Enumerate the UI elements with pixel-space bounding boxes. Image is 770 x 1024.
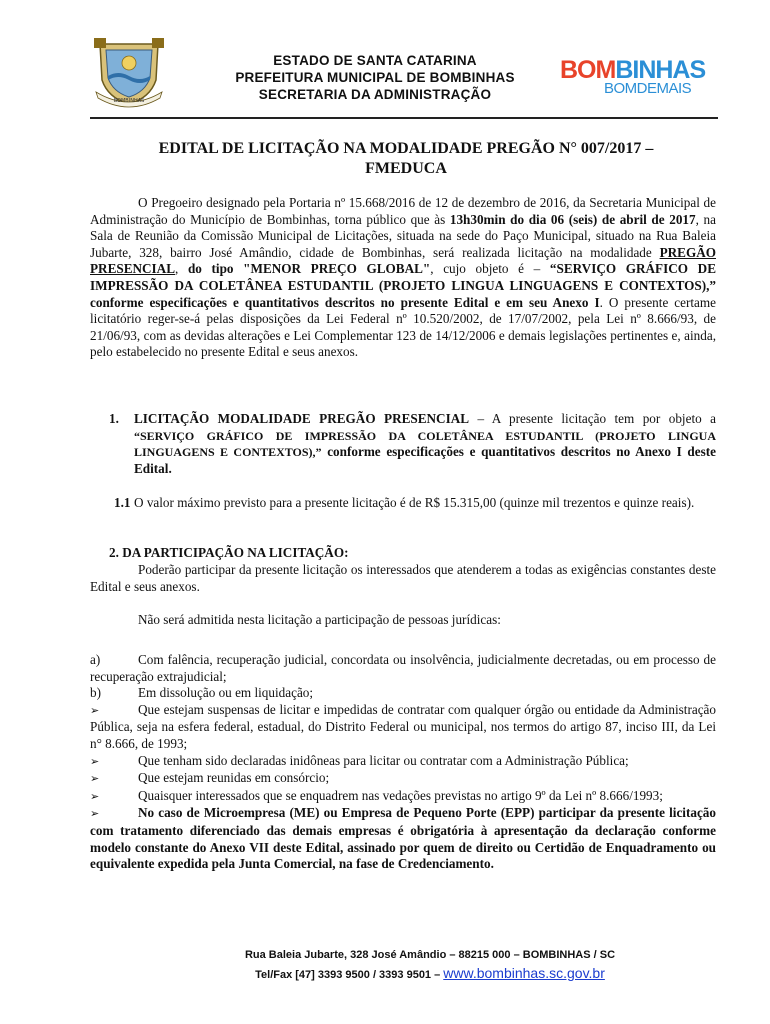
bombinhas-logo — [560, 56, 720, 106]
section-2-heading: 2. DA PARTICIPAÇÃO NA LICITAÇÃO: — [109, 545, 349, 560]
list-item: ➢ Que estejam reunidas em consórcio; — [90, 770, 330, 786]
list-item: ➢ No caso de Microempresa (ME) ou Empresa de Pequeno Porte (EPP) participar da presente licitação com tratamento diferenciado das demais empresas é obrigatória à apresentação da declaração conforme modelo constante do Anexo VII deste Edital, assinado por quem de direito ou Certidão de Enquadramento ou equivalente expedida pela Junta Comercial, na fase de Credenciamento. — [90, 805, 716, 872]
logo-brand: BOMBINHAS — [560, 56, 706, 84]
section-1-1-text: O valor máximo previsto para a presente licitação é de R$ 15.315,00 (quinze mil trezentos e quinze reais). — [134, 495, 695, 510]
list-item: ➢ Que estejam suspensas de licitar e impedidas de contratar com qualquer órgão ou entidade da Administração Pública, seja na esfera federal, estadual, do Distrito Federal ou municipal, nos termos do artigo 87, inciso III, da Lei n° 8.666, de 1993; — [90, 701, 716, 751]
website-link[interactable]: www.bombinhas.sc.gov.br — [443, 965, 605, 981]
exclusion-intro: Não será admitida nesta licitação a participação de pessoas jurídicas: — [138, 612, 501, 627]
organization-heading — [210, 52, 540, 103]
list-item: ➢ Que tenham sido declaradas inidôneas para licitar ou contratar com a Administração Pública; — [90, 752, 629, 768]
footer-address: Rua Baleia Jubarte, 328 José Amândio – 88215 000 – BOMBINHAS / SC — [244, 949, 616, 961]
participation-paragraph: Poderão participar da presente licitação os interessados que atenderem a todas as exigências constantes deste Edital e seus anexos. — [90, 562, 716, 594]
org-secretariat: SECRETARIA DA ADMINISTRAÇÃO — [258, 87, 492, 102]
section-1-heading: LICITAÇÃO MODALIDADE PREGÃO PRESENCIAL — [134, 411, 470, 426]
section-1-number: 1. — [109, 411, 119, 426]
list-item: ➢ Quaisquer interessados que se enquadrem nas vedações previstas no artigo 9º da Lei nº 8.666/1993; — [90, 787, 663, 803]
logo-tagline: BOMDEMAIS — [604, 80, 692, 97]
org-state: ESTADO DE SANTA CATARINA — [273, 53, 477, 68]
header-divider — [90, 117, 718, 119]
section-1-1 — [114, 495, 716, 512]
letterhead — [90, 36, 725, 116]
svg-text:BOMBINHAS: BOMBINHAS — [113, 98, 145, 104]
exclusion-list — [90, 652, 716, 873]
page-footer — [160, 946, 700, 984]
intro-paragraph: O Pregoeiro designado pela Portaria nº 15.668/2016 de 12 de dezembro de 2016, da Secretaria Municipal de Administração do Município de Bombinhas, torna público que às 13h30min do dia 06 (seis) de abril de 2017, na Sala de Reunião da Comissão Municipal de Licitações, situada na sede do Paço Municipal, situado na Rua Baleia Jubarte, 328, bairro José Amândio, cidade de Bombinhas, será realizada licitação na modalidade PREGÃO PRESENCIAL, do tipo "MENOR PREÇO GLOBAL", cujo objeto é – “SERVIÇO GRÁFICO DE IMPRESSÃO DA COLETÂNEA ESTUDANTIL (PROJETO LINGUA LINGUAGENS E CONTEXTOS),” conforme especificações e quantitativos descritos no presente Edital e em seu Anexo I. O presente certame licitatório reger-se-á pelas disposições da Lei Federal nº 10.520/2002, de 17/07/2002, pela Lei nº 8.666/93, de 21/06/93, com as devidas alterações e Lei Complementar 123 de 14/12/2006 e demais legislações pertinentes e, ainda, pelo estabelecido no presente Edital e seus anexos. — [90, 195, 717, 360]
footer-contact: Tel/Fax [47] 3393 9500 / 3393 9501 – www.bombinhas.sc.gov.br — [255, 965, 605, 981]
section-1-1-number: 1.1 — [114, 495, 131, 510]
org-prefecture: PREFEITURA MUNICIPAL DE BOMBINHAS — [235, 70, 515, 85]
list-item: a) Com falência, recuperação judicial, concordata ou insolvência, judicialmente decretadas, ou em processo de recuperação extrajudicial; — [90, 652, 716, 684]
municipal-crest-icon — [90, 36, 168, 108]
list-item: b) Em dissolução ou em liquidação; — [90, 685, 314, 701]
document-title: EDITAL DE LICITAÇÃO NA MODALIDADE PREGÃO N° 007/2017 – FMEDUCA — [158, 140, 654, 177]
section-1: 1. LICITAÇÃO MODALIDADE PREGÃO PRESENCIAL – A presente licitação tem por objeto a “SERVIÇO GRÁFICO DE IMPRESSÃO DA COLETÂNEA ESTUDANTIL (PROJETO LINGUA LINGUAGENS E CONTEXTOS),” conforme especificações e quantitativos descritos no Anexo I deste Edital. — [109, 411, 716, 476]
